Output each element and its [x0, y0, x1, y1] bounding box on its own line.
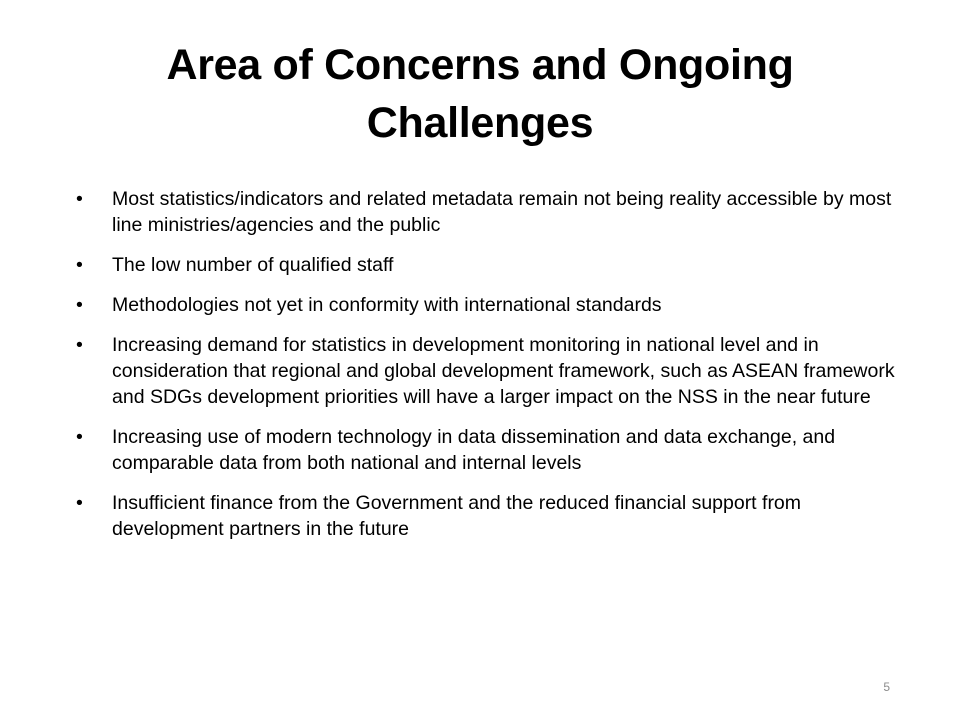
bullet-dot-icon: • — [76, 254, 83, 276]
bullet-dot-icon: • — [76, 188, 83, 210]
bullet-text: The low number of qualified staff — [112, 254, 394, 276]
bullet-text: Methodologies not yet in conformity with international standards — [112, 294, 662, 316]
page-number: 5 — [883, 680, 890, 694]
bullet-dot-icon: • — [76, 492, 83, 514]
bullet-text: Increasing use of modern technology in data dissemination and data exchange, and comparable data from both national and internal levels — [112, 426, 836, 474]
bullet-item — [76, 490, 896, 542]
bullet-item — [76, 292, 896, 318]
bullet-dot-icon: • — [76, 334, 83, 356]
bullet-dot-icon: • — [76, 294, 83, 316]
bullet-item — [76, 252, 896, 278]
bullet-list — [76, 186, 896, 556]
bullet-dot-icon: • — [76, 426, 83, 448]
bullet-text: Most statistics/indicators and related metadata remain not being reality accessible by most line ministries/agencies and the public — [112, 188, 892, 236]
bullet-item — [76, 186, 896, 238]
bullet-text: Insufficient finance from the Government and the reduced financial support from development partners in the future — [112, 492, 802, 540]
bullet-item — [76, 332, 896, 410]
bullet-text: Increasing demand for statistics in development monitoring in national level and in consideration that regional and global development framework, such as ASEAN framework and SDGs development priorities will have a larger impact on the NSS in the near future — [112, 334, 895, 408]
slide-title: Area of Concerns and Ongoing Challenges — [166, 41, 794, 147]
bullet-item — [76, 424, 896, 476]
